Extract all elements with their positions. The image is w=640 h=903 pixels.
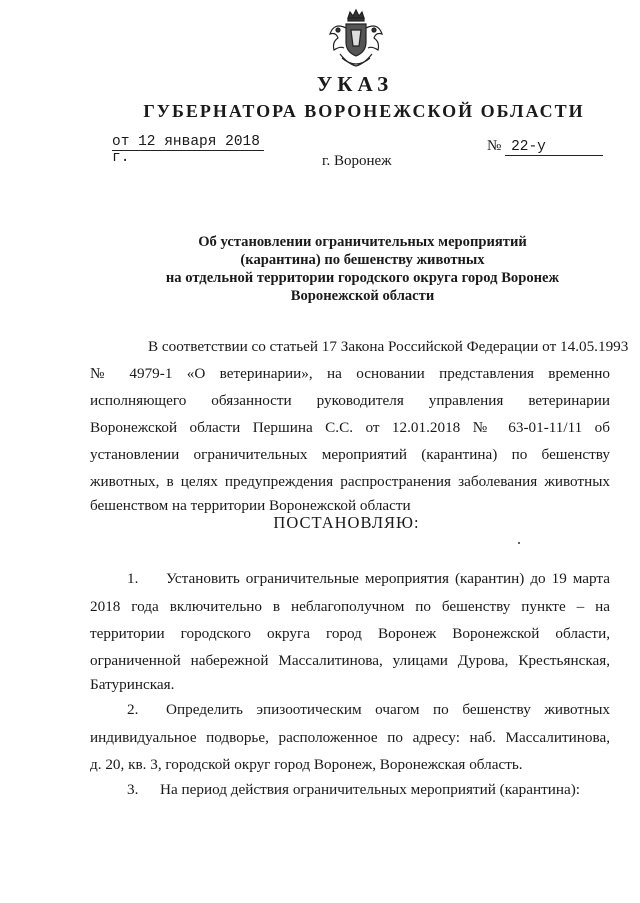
item-number: 3. bbox=[127, 781, 139, 798]
subject-block bbox=[120, 233, 605, 305]
date-value: 12 января 2018 bbox=[138, 134, 260, 150]
number-value: 22-у bbox=[505, 139, 603, 156]
city-label: г. Воронеж bbox=[322, 153, 392, 169]
item-number: 2. bbox=[127, 701, 139, 718]
item-line: На период действия ограничительных мероприятий (карантина): bbox=[160, 781, 580, 798]
preamble-line: бешенством на территории Воронежской области bbox=[90, 497, 411, 514]
preamble-line: установлении ограничительных мероприятий (карантина) по бешенству bbox=[90, 446, 610, 463]
subject-line: Об установлении ограничительных мероприятий bbox=[198, 234, 527, 250]
number-prefix: № bbox=[487, 138, 502, 154]
preamble-line: исполняющего обязанности руководителя управления ветеринарии bbox=[90, 392, 610, 409]
date-line bbox=[112, 134, 272, 166]
date-field bbox=[112, 134, 264, 151]
item-line: 2018 года включительно в неблагополучном по бешенству пункте – на bbox=[90, 598, 610, 615]
date-prefix: от bbox=[112, 134, 130, 150]
preamble-line: животных, в целях предупреждения распространения заболевания животных bbox=[90, 473, 610, 490]
item-line: территории городского округа город Воронеж Воронежской области, bbox=[90, 625, 610, 642]
document-title: УКАЗ bbox=[316, 72, 394, 96]
decree-word: ПОСТАНОВЛЯЮ: bbox=[273, 513, 420, 532]
item-line: ограниченной набережной Массалитинова, улицами Дурова, Крестьянская, bbox=[90, 652, 610, 669]
document-subtitle: ГУБЕРНАТОРА ВОРОНЕЖСКОЙ ОБЛАСТИ bbox=[143, 101, 585, 121]
preamble-line: Воронежской области Першина С.С. от 12.01.2018 № 63-01-11/11 об bbox=[90, 419, 610, 436]
item-line: Определить эпизоотическим очагом по бешенству животных bbox=[166, 701, 610, 718]
item-line: индивидуальное подворье, расположенное по адресу: наб. Массалитинова, bbox=[90, 729, 610, 746]
scan-speck bbox=[518, 542, 520, 544]
subject-line: (карантина) по бешенству животных bbox=[240, 252, 485, 268]
number-line bbox=[487, 138, 617, 156]
preamble-line: № 4979-1 «О ветеринарии», на основании представления временно bbox=[90, 365, 610, 382]
item-line: Батуринская. bbox=[90, 676, 175, 693]
item-number: 1. bbox=[127, 570, 139, 587]
subject-line: Воронежской области bbox=[290, 288, 435, 304]
subject-line: на отдельной территории городского округа город Воронеж bbox=[165, 270, 560, 286]
date-suffix: г. bbox=[112, 150, 130, 166]
item-line: Установить ограничительные мероприятия (карантин) до 19 марта bbox=[166, 570, 610, 587]
preamble-line: В соответствии со статьей 17 Закона Российской Федерации от 14.05.1993 bbox=[148, 338, 629, 355]
item-line: д. 20, кв. 3, городской округ город Воронеж, Воронежская область. bbox=[90, 756, 523, 773]
coat-of-arms-icon bbox=[326, 8, 386, 70]
